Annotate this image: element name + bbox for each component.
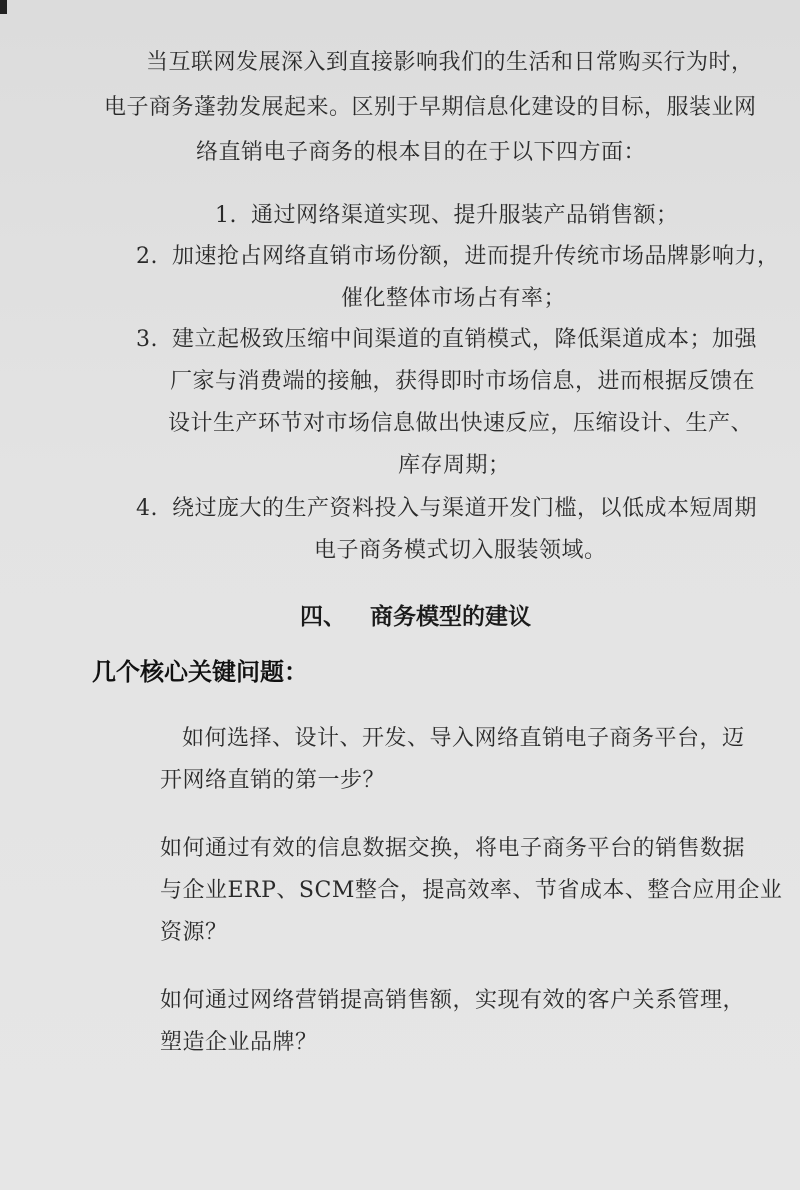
list-text: 建立起极致压缩中间渠道的直销模式，降低渠道成本；加强 xyxy=(172,327,758,352)
intro-line-3: 络直销电子商务的根本目的在于以下四方面： xyxy=(196,140,647,165)
list-item-2 xyxy=(136,242,780,272)
list-item-3-cont-2: 设计生产环节对市场信息做出快速反应，压缩设计、生产、 xyxy=(168,411,754,436)
list-item-2-cont: 催化整体市场占有率； xyxy=(341,286,567,311)
question-3-line-2: 塑造企业品牌？ xyxy=(160,1030,318,1055)
list-number: 1. xyxy=(215,203,237,228)
question-2-line-3: 资源？ xyxy=(160,920,228,945)
question-2-line-2: 与企业ERP、SCM整合，提高效率、节省成本、整合应用企业 xyxy=(160,878,783,903)
list-text: 加速抢占网络直销市场份额，进而提升传统市场品牌影响力， xyxy=(172,244,780,269)
list-item-3-cont-1: 厂家与消费端的接触，获得即时市场信息，进而根据反馈在 xyxy=(170,369,756,394)
intro-line-1: 当互联网发展深入到直接影响我们的生活和日常购买行为时， xyxy=(146,50,754,75)
list-item-1 xyxy=(215,201,679,231)
scan-corner-mark xyxy=(0,0,7,14)
section-number: 四、 xyxy=(300,604,346,630)
list-number: 4. xyxy=(136,496,158,521)
question-1-line-1: 如何选择、设计、开发、导入网络直销电子商务平台，迈 xyxy=(182,726,745,751)
list-text: 通过网络渠道实现、提升服装产品销售额； xyxy=(251,203,679,228)
question-3-line-1: 如何通过网络营销提高销售额，实现有效的客户关系管理， xyxy=(160,988,746,1013)
question-2-line-1: 如何通过有效的信息数据交换，将电子商务平台的销售数据 xyxy=(160,836,746,861)
list-number: 2. xyxy=(136,244,158,269)
list-item-3-cont-3: 库存周期； xyxy=(398,453,511,478)
list-item-4-cont: 电子商务模式切入服装领域。 xyxy=(314,538,607,563)
list-item-3 xyxy=(136,325,757,355)
list-text: 绕过庞大的生产资料投入与渠道开发门槛，以低成本短周期 xyxy=(172,496,758,521)
key-questions-title: 几个核心关键问题： xyxy=(92,658,308,686)
intro-line-2: 电子商务蓬勃发展起来。区别于早期信息化建设的目标，服装业网 xyxy=(104,95,757,120)
section-title: 商务模型的建议 xyxy=(370,604,531,630)
section-heading xyxy=(300,601,531,633)
list-item-4 xyxy=(136,494,757,524)
question-1-line-2: 开网络直销的第一步？ xyxy=(160,768,386,793)
list-number: 3. xyxy=(136,327,158,352)
